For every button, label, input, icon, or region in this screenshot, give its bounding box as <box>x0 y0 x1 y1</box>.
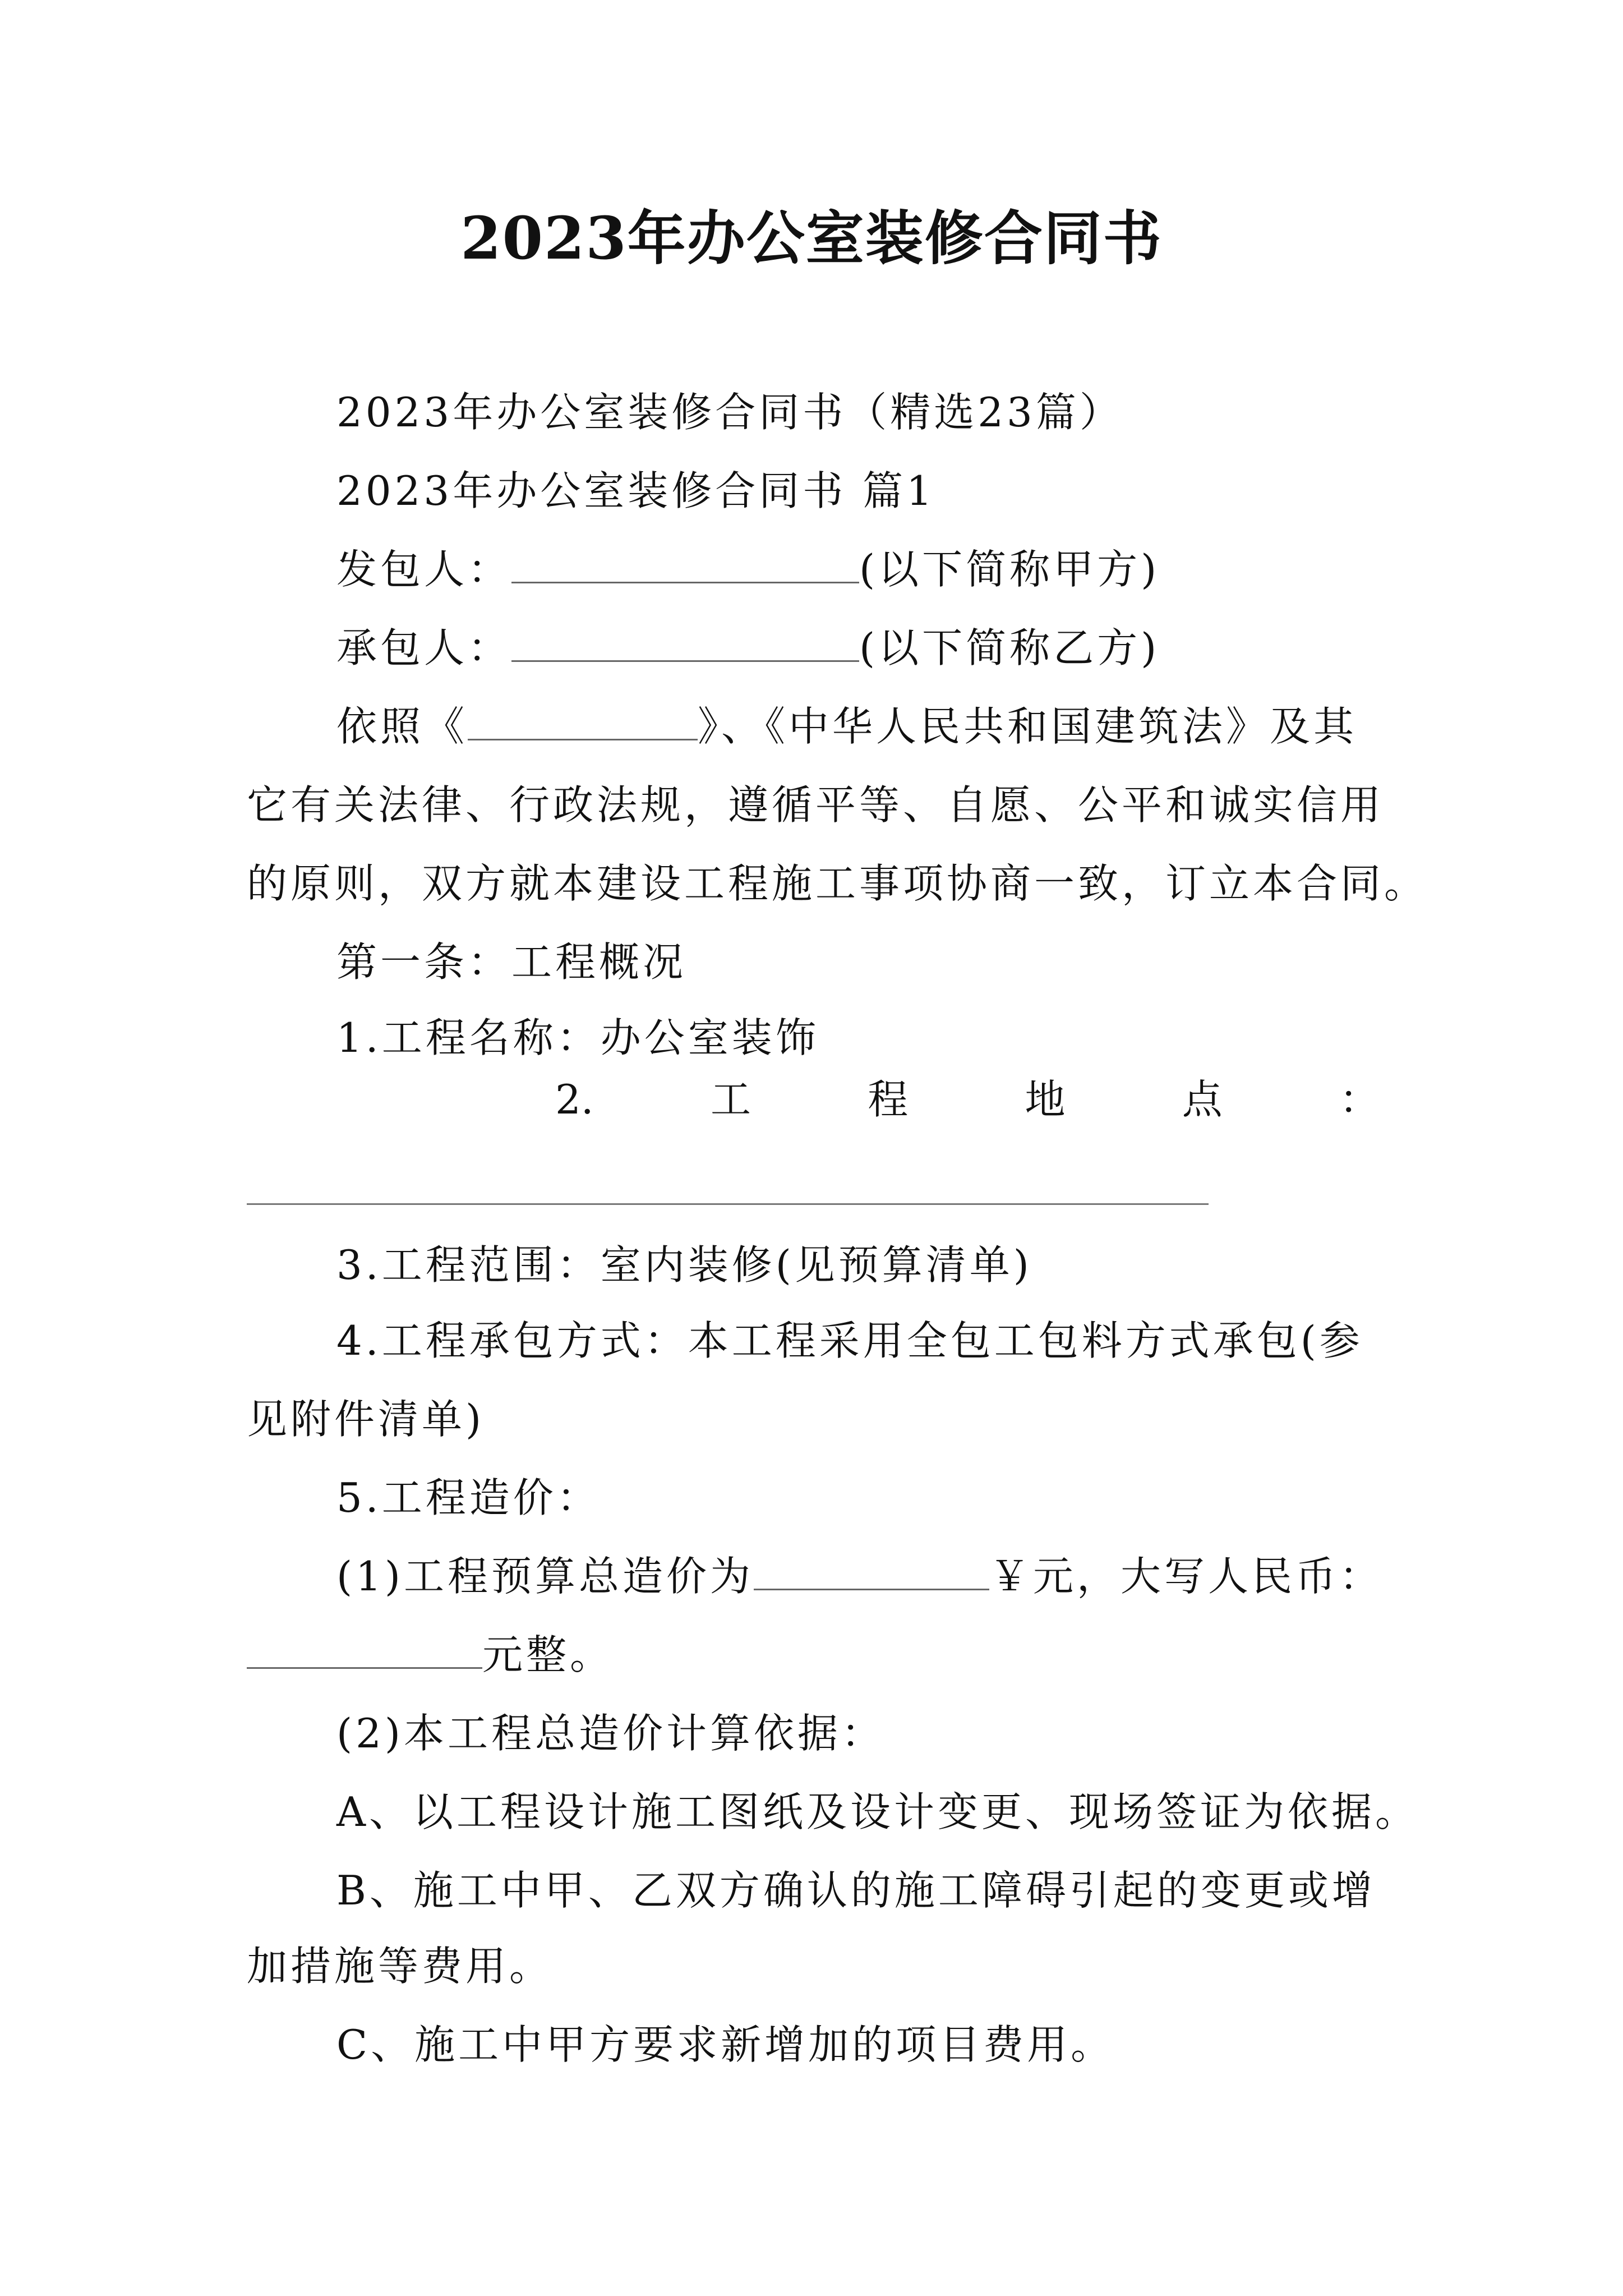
price-2-line <box>247 1705 1380 1761</box>
article-1-heading <box>247 934 1380 990</box>
basis-line-2: 它有关法律、行政法规，遵循平等、自愿、公平和诚实信用 <box>247 781 1385 829</box>
law-name-blank[interactable] <box>468 704 698 740</box>
basis-c-line <box>247 2017 1380 2073</box>
contractor-blank[interactable] <box>511 625 859 662</box>
price-1-line-2 <box>247 1627 1380 1683</box>
document-title: 2023年办公室装修合同书 <box>460 204 1163 273</box>
basis-b-line-1 <box>247 1862 1380 1918</box>
section-line <box>247 463 1380 519</box>
contractor-line <box>247 620 1380 676</box>
subtitle-line <box>247 384 1380 440</box>
item-4-text: 4.工程承包方式：本工程采用全包工包料方式承包(参 <box>336 1317 1363 1364</box>
item-3-line <box>247 1237 1380 1293</box>
article-1-text: 第一条：工程概况 <box>336 938 687 986</box>
item-5-line <box>247 1470 1380 1526</box>
price-1-prefix: (1)工程预算总造价为 <box>336 1553 754 1600</box>
contractor-suffix: (以下简称乙方) <box>859 624 1160 671</box>
basis-a-line <box>247 1784 1419 1840</box>
basis-a-text: A、以工程设计施工图纸及设计变更、现场签证为依据。 <box>336 1788 1419 1835</box>
price-2-text: (2)本工程总造价计算依据： <box>336 1710 885 1757</box>
employer-suffix: (以下简称甲方) <box>859 546 1160 593</box>
employer-blank[interactable] <box>511 547 859 583</box>
item-4-line-1 <box>247 1313 1380 1369</box>
basis-b-line-2: 加措施等费用。 <box>247 1943 554 1990</box>
item-2-char: ： <box>1339 1076 1380 1123</box>
subtitle-text: 2023年办公室装修合同书（精选23篇） <box>336 389 1123 436</box>
employer-line <box>247 541 1380 597</box>
employer-label: 发包人： <box>336 546 512 593</box>
basis-line-1 <box>247 698 1380 754</box>
basis-b-text: B、施工中甲、乙双方确认的施工障碍引起的变更或增 <box>336 1867 1376 1914</box>
item-2-char: 工 <box>710 1076 751 1123</box>
basis-c-text: C、施工中甲方要求新增加的项目费用。 <box>336 2021 1115 2068</box>
price-1-line-1 <box>247 1548 1384 1604</box>
location-blank[interactable] <box>247 1203 1209 1205</box>
item-3-text: 3.工程范围：室内装修(见预算清单) <box>336 1241 1032 1289</box>
item-2-char: 点 <box>1182 1076 1223 1123</box>
basis-suffix: 》、《中华人民共和国建筑法》及其 <box>698 703 1358 750</box>
item-2-char: 程 <box>868 1076 909 1123</box>
section-text: 2023年办公室装修合同书 篇1 <box>336 467 935 514</box>
item-1-line <box>247 1010 1380 1066</box>
price-1-line-2-suffix: 元整。 <box>482 1631 614 1678</box>
item-2-line <box>555 1071 1380 1128</box>
item-1-text: 1.工程名称：办公室装饰 <box>336 1014 819 1061</box>
total-price-blank[interactable] <box>754 1554 989 1590</box>
capital-amount-blank[interactable] <box>247 1632 482 1669</box>
contractor-label: 承包人： <box>336 624 512 671</box>
basis-prefix: 依照《 <box>336 703 468 750</box>
price-1-suffix: ￥元，大写人民币： <box>989 1553 1384 1600</box>
item-5-text: 5.工程造价： <box>336 1474 601 1521</box>
item-4-line-2: 见附件清单) <box>247 1396 485 1443</box>
item-2-char: 地 <box>1025 1076 1066 1123</box>
basis-line-3: 的原则，双方就本建设工程施工事项协商一致，订立本合同。 <box>247 860 1428 907</box>
item-2-char: 2. <box>555 1076 594 1123</box>
